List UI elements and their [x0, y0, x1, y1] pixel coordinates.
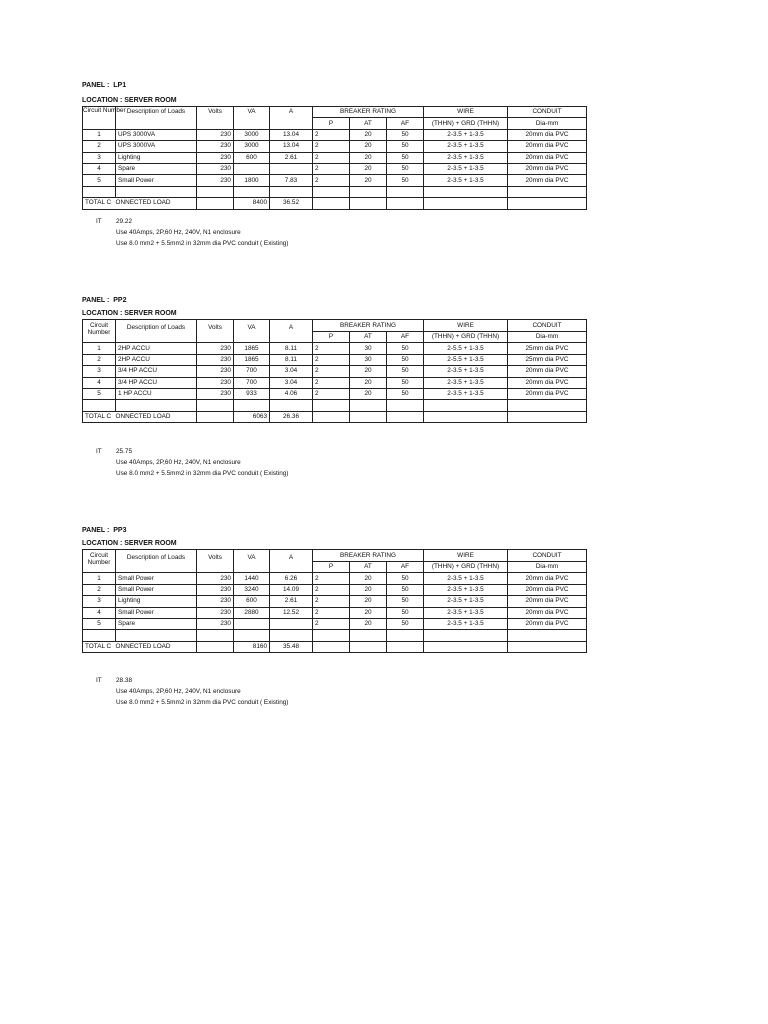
cell-circuit: 5 — [83, 618, 116, 629]
header-volts: Volts — [197, 107, 234, 130]
header-wire: WIRE — [424, 320, 508, 332]
header-wire: WIRE — [424, 550, 508, 562]
table-row — [83, 152, 587, 163]
it-value: 29.22 — [116, 218, 132, 225]
cell-p: 2 — [313, 175, 350, 186]
cell-a: 8.11 — [270, 343, 313, 354]
panel-lp1 — [82, 81, 586, 210]
header-wire: WIRE — [424, 107, 508, 118]
header-a: A — [270, 107, 313, 130]
total-a: 26.36 — [270, 411, 313, 422]
total-label-end: ONNECTED LOAD — [116, 641, 197, 652]
cell-circuit: 5 — [83, 175, 116, 186]
cell-va: 600 — [234, 152, 270, 163]
cell-description: 2HP ACCU — [116, 354, 197, 365]
header-circuit-number: Circuit Number — [83, 107, 116, 130]
empty-row — [83, 186, 587, 197]
cell-va: 2880 — [234, 607, 270, 618]
cell-at: 20 — [350, 596, 387, 607]
total-a: 35.48 — [270, 641, 313, 652]
header-va: VA — [234, 320, 270, 343]
cell-p: 2 — [313, 388, 350, 399]
cell-af: 50 — [387, 584, 424, 595]
cell-conduit: 20mm dia PVC — [508, 129, 587, 140]
panel-pp3 — [82, 526, 586, 653]
cell-af: 50 — [387, 163, 424, 174]
cell-p: 2 — [313, 584, 350, 595]
cell-af: 50 — [387, 141, 424, 152]
cell-p: 2 — [313, 377, 350, 388]
cell-af: 50 — [387, 366, 424, 377]
it-label: IT — [96, 448, 102, 455]
table-row — [83, 366, 587, 377]
cell-at: 20 — [350, 163, 387, 174]
cell-circuit: 3 — [83, 596, 116, 607]
panel-schedule-table — [82, 106, 587, 210]
panel-location: LOCATION : SERVER ROOM — [82, 540, 177, 547]
cell-a: 7.83 — [270, 175, 313, 186]
total-a: 36.52 — [270, 198, 313, 209]
cell-description: Small Power — [116, 175, 197, 186]
cell-va: 1865 — [234, 343, 270, 354]
cell-circuit: 2 — [83, 141, 116, 152]
cell-description: 3/4 HP ACCU — [116, 377, 197, 388]
header-description: Description of Loads — [116, 550, 197, 573]
cell-conduit: 20mm dia PVC — [508, 573, 587, 584]
total-row — [83, 641, 587, 652]
header-row — [83, 320, 587, 332]
empty-row — [83, 400, 587, 411]
table-row — [83, 343, 587, 354]
cell-va: 3240 — [234, 584, 270, 595]
cell-af: 50 — [387, 596, 424, 607]
cell-af: 50 — [387, 607, 424, 618]
cell-wire: 2-3.5 + 1-3.5 — [424, 584, 508, 595]
panel-pp2 — [82, 296, 586, 423]
cell-at: 20 — [350, 152, 387, 163]
cell-af: 50 — [387, 175, 424, 186]
cell-wire: 2-3.5 + 1-3.5 — [424, 175, 508, 186]
cell-description: Lighting — [116, 152, 197, 163]
header-at: AT — [350, 562, 387, 573]
cell-description: Spare — [116, 618, 197, 629]
cell-wire: 2-3.5 + 1-3.5 — [424, 607, 508, 618]
total-va: 6063 — [234, 411, 270, 422]
it-label: IT — [96, 218, 102, 225]
cell-volts: 230 — [197, 141, 234, 152]
cell-circuit: 4 — [83, 607, 116, 618]
cell-a: 13.04 — [270, 129, 313, 140]
total-row — [83, 198, 587, 209]
cell-volts: 230 — [197, 596, 234, 607]
table-row — [83, 175, 587, 186]
cell-va: 700 — [234, 366, 270, 377]
cell-conduit: 20mm dia PVC — [508, 163, 587, 174]
note-conduit: Use 8.0 mm2 + 5.5mm2 in 32mm dia PVC conduit ( Existing) — [116, 470, 289, 477]
header-row — [83, 107, 587, 118]
cell-conduit: 20mm dia PVC — [508, 377, 587, 388]
cell-a — [270, 618, 313, 629]
header-va: VA — [234, 107, 270, 130]
total-label-end: ONNECTED LOAD — [116, 198, 197, 209]
table-row — [83, 377, 587, 388]
cell-af: 50 — [387, 129, 424, 140]
cell-p: 2 — [313, 129, 350, 140]
panel-name: PP3 — [113, 527, 127, 534]
panel-schedule-table — [82, 319, 587, 423]
cell-circuit: 1 — [83, 343, 116, 354]
cell-a: 3.04 — [270, 377, 313, 388]
table-row — [83, 607, 587, 618]
header-conduit: CONDUIT — [508, 107, 587, 118]
cell-description: Spare — [116, 163, 197, 174]
it-label: IT — [96, 677, 102, 684]
panel-label: PANEL : — [82, 297, 110, 304]
cell-conduit: 20mm dia PVC — [508, 607, 587, 618]
cell-circuit: 4 — [83, 377, 116, 388]
note-conduit: Use 8.0 mm2 + 5.5mm2 in 32mm dia PVC conduit ( Existing) — [116, 240, 289, 247]
header-p: P — [313, 562, 350, 573]
cell-p: 2 — [313, 618, 350, 629]
total-label-end: ONNECTED LOAD — [116, 411, 197, 422]
panel-notes-pp2 — [96, 446, 288, 479]
cell-af: 50 — [387, 377, 424, 388]
panel-title — [82, 526, 586, 536]
header-conduit: CONDUIT — [508, 550, 587, 562]
cell-wire: 2-3.5 + 1-3.5 — [424, 388, 508, 399]
cell-at: 20 — [350, 141, 387, 152]
it-value: 25.75 — [116, 448, 132, 455]
cell-af: 50 — [387, 618, 424, 629]
table-row — [83, 163, 587, 174]
total-va: 8160 — [234, 641, 270, 652]
panel-notes-pp3 — [96, 675, 288, 708]
cell-circuit: 3 — [83, 152, 116, 163]
panel-name: LP1 — [113, 82, 127, 89]
header-breaker-rating: BREAKER RATING — [313, 320, 424, 332]
total-label-start: TOTAL C — [83, 411, 116, 422]
cell-circuit: 1 — [83, 129, 116, 140]
panel-name: PP2 — [113, 297, 127, 304]
cell-description: 1 HP ACCU — [116, 388, 197, 399]
table-row — [83, 618, 587, 629]
cell-a: 2.61 — [270, 596, 313, 607]
header-volts: Volts — [197, 320, 234, 343]
header-at: AT — [350, 118, 387, 129]
cell-at: 20 — [350, 366, 387, 377]
header-circuit-number: Circuit Number — [83, 550, 116, 573]
cell-at: 20 — [350, 584, 387, 595]
cell-conduit: 25mm dia PVC — [508, 354, 587, 365]
cell-wire: 2-3.5 + 1-3.5 — [424, 129, 508, 140]
empty-row — [83, 630, 587, 641]
cell-volts: 230 — [197, 343, 234, 354]
cell-volts: 230 — [197, 607, 234, 618]
total-label-start: TOTAL C — [83, 198, 116, 209]
cell-circuit: 3 — [83, 366, 116, 377]
cell-af: 50 — [387, 573, 424, 584]
cell-wire: 2-5.5 + 1-3.5 — [424, 343, 508, 354]
panel-notes-lp1 — [96, 216, 288, 249]
cell-wire: 2-3.5 + 1-3.5 — [424, 596, 508, 607]
cell-a: 13.04 — [270, 141, 313, 152]
table-row — [83, 596, 587, 607]
it-value: 28.38 — [116, 677, 132, 684]
header-wire-sub: (THHN) + GRD (THHN) — [424, 332, 508, 343]
header-volts: Volts — [197, 550, 234, 573]
header-va: VA — [234, 550, 270, 573]
cell-volts: 230 — [197, 163, 234, 174]
header-wire-sub: (THHN) + GRD (THHN) — [424, 562, 508, 573]
panel-location: LOCATION : SERVER ROOM — [82, 310, 177, 317]
header-breaker-rating: BREAKER RATING — [313, 550, 424, 562]
cell-circuit: 1 — [83, 573, 116, 584]
cell-description: Small Power — [116, 607, 197, 618]
table-row — [83, 584, 587, 595]
cell-va: 1865 — [234, 354, 270, 365]
table-row — [83, 354, 587, 365]
cell-va — [234, 618, 270, 629]
panel-title — [82, 81, 586, 91]
header-conduit-sub: Dia-mm — [508, 118, 587, 129]
cell-va: 700 — [234, 377, 270, 388]
panel-schedule-table — [82, 549, 587, 653]
cell-va: 3000 — [234, 129, 270, 140]
panel-title — [82, 296, 586, 306]
cell-va — [234, 163, 270, 174]
cell-af: 50 — [387, 388, 424, 399]
cell-conduit: 25mm dia PVC — [508, 343, 587, 354]
table-row — [83, 573, 587, 584]
header-a: A — [270, 550, 313, 573]
cell-conduit: 20mm dia PVC — [508, 618, 587, 629]
cell-description: Small Power — [116, 573, 197, 584]
header-af: AF — [387, 562, 424, 573]
cell-volts: 230 — [197, 618, 234, 629]
header-row — [83, 550, 587, 562]
cell-description: Lighting — [116, 596, 197, 607]
note-enclosure: Use 40Amps, 2P,60 Hz, 240V, N1 enclosure — [116, 229, 241, 236]
cell-a: 12.52 — [270, 607, 313, 618]
cell-description: UPS 3000VA — [116, 141, 197, 152]
cell-wire: 2-3.5 + 1-3.5 — [424, 152, 508, 163]
cell-a: 3.04 — [270, 366, 313, 377]
cell-af: 50 — [387, 354, 424, 365]
cell-conduit: 20mm dia PVC — [508, 152, 587, 163]
cell-description: 3/4 HP ACCU — [116, 366, 197, 377]
cell-va: 600 — [234, 596, 270, 607]
cell-af: 50 — [387, 152, 424, 163]
header-description: Description of Loads — [116, 320, 197, 343]
cell-a: 4.06 — [270, 388, 313, 399]
cell-va: 933 — [234, 388, 270, 399]
cell-conduit: 20mm dia PVC — [508, 175, 587, 186]
cell-p: 2 — [313, 366, 350, 377]
cell-wire: 2-5.5 + 1-3.5 — [424, 354, 508, 365]
cell-a — [270, 163, 313, 174]
cell-circuit: 4 — [83, 163, 116, 174]
cell-volts: 230 — [197, 377, 234, 388]
cell-description: UPS 3000VA — [116, 129, 197, 140]
cell-circuit: 2 — [83, 354, 116, 365]
cell-circuit: 5 — [83, 388, 116, 399]
cell-volts: 230 — [197, 152, 234, 163]
header-circuit-number: Circuit Number — [83, 320, 116, 343]
cell-at: 20 — [350, 377, 387, 388]
table-row — [83, 129, 587, 140]
cell-a: 14.09 — [270, 584, 313, 595]
cell-a: 6.26 — [270, 573, 313, 584]
cell-wire: 2-3.5 + 1-3.5 — [424, 377, 508, 388]
cell-p: 2 — [313, 163, 350, 174]
header-p: P — [313, 118, 350, 129]
cell-p: 2 — [313, 573, 350, 584]
cell-at: 20 — [350, 573, 387, 584]
cell-circuit: 2 — [83, 584, 116, 595]
cell-volts: 230 — [197, 354, 234, 365]
cell-conduit: 20mm dia PVC — [508, 141, 587, 152]
cell-va: 1800 — [234, 175, 270, 186]
note-enclosure: Use 40Amps, 2P,60 Hz, 240V, N1 enclosure — [116, 688, 241, 695]
cell-p: 2 — [313, 607, 350, 618]
cell-wire: 2-3.5 + 1-3.5 — [424, 141, 508, 152]
panel-label: PANEL : — [82, 527, 110, 534]
cell-a: 8.11 — [270, 354, 313, 365]
panel-location: LOCATION : SERVER ROOM — [82, 97, 177, 104]
header-conduit: CONDUIT — [508, 320, 587, 332]
cell-wire: 2-3.5 + 1-3.5 — [424, 163, 508, 174]
header-breaker-rating: BREAKER RATING — [313, 107, 424, 118]
cell-va: 1440 — [234, 573, 270, 584]
cell-volts: 230 — [197, 366, 234, 377]
cell-description: 2HP ACCU — [116, 343, 197, 354]
header-a: A — [270, 320, 313, 343]
cell-volts: 230 — [197, 573, 234, 584]
total-row — [83, 411, 587, 422]
total-label-start: TOTAL C — [83, 641, 116, 652]
panel-label: PANEL : — [82, 82, 110, 89]
cell-at: 30 — [350, 354, 387, 365]
cell-volts: 230 — [197, 584, 234, 595]
header-wire-sub: (THHN) + GRD (THHN) — [424, 118, 508, 129]
cell-conduit: 20mm dia PVC — [508, 366, 587, 377]
cell-at: 20 — [350, 175, 387, 186]
cell-volts: 230 — [197, 175, 234, 186]
cell-p: 2 — [313, 152, 350, 163]
cell-wire: 2-3.5 + 1-3.5 — [424, 573, 508, 584]
table-row — [83, 141, 587, 152]
cell-volts: 230 — [197, 388, 234, 399]
cell-wire: 2-3.5 + 1-3.5 — [424, 618, 508, 629]
cell-wire: 2-3.5 + 1-3.5 — [424, 366, 508, 377]
header-af: AF — [387, 332, 424, 343]
cell-at: 20 — [350, 618, 387, 629]
header-af: AF — [387, 118, 424, 129]
cell-p: 2 — [313, 343, 350, 354]
total-va: 8400 — [234, 198, 270, 209]
cell-at: 30 — [350, 343, 387, 354]
header-at: AT — [350, 332, 387, 343]
note-conduit: Use 8.0 mm2 + 5.5mm2 in 32mm dia PVC conduit ( Existing) — [116, 699, 289, 706]
cell-p: 2 — [313, 354, 350, 365]
cell-at: 20 — [350, 388, 387, 399]
cell-p: 2 — [313, 141, 350, 152]
cell-af: 50 — [387, 343, 424, 354]
cell-va: 3000 — [234, 141, 270, 152]
cell-conduit: 20mm dia PVC — [508, 584, 587, 595]
cell-description: Small Power — [116, 584, 197, 595]
header-p: P — [313, 332, 350, 343]
cell-conduit: 20mm dia PVC — [508, 596, 587, 607]
cell-p: 2 — [313, 596, 350, 607]
header-conduit-sub: Dia-mm — [508, 562, 587, 573]
note-enclosure: Use 40Amps, 2P,60 Hz, 240V, N1 enclosure — [116, 459, 241, 466]
cell-at: 20 — [350, 129, 387, 140]
cell-conduit: 20mm dia PVC — [508, 388, 587, 399]
header-conduit-sub: Dia-mm — [508, 332, 587, 343]
cell-volts: 230 — [197, 129, 234, 140]
table-row — [83, 388, 587, 399]
cell-a: 2.61 — [270, 152, 313, 163]
cell-at: 20 — [350, 607, 387, 618]
header-description: Description of Loads — [116, 107, 197, 130]
